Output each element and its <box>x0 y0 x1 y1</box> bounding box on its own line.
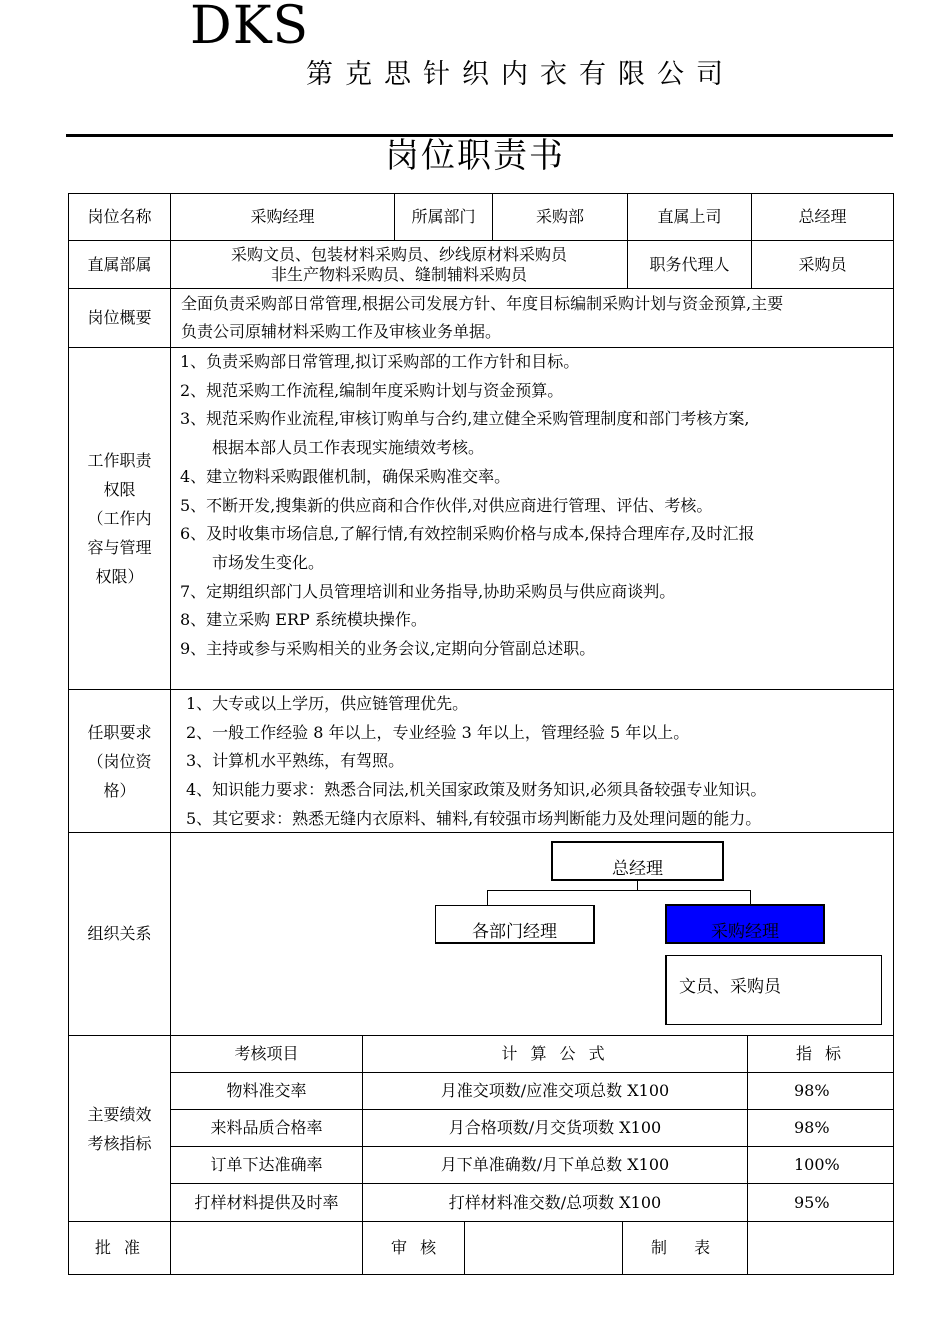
department-value: 采购部 <box>492 193 628 241</box>
requirements-list <box>186 690 766 834</box>
approve-signature-field[interactable] <box>170 1221 363 1275</box>
overview-line-1: 全面负责采购部日常管理,根据公司发展方针、年度目标编制采购计划与资金预算,主要 <box>181 294 784 313</box>
duty-item: 市场发生变化。 <box>180 552 325 572</box>
position-name-label: 岗位名称 <box>68 193 171 241</box>
company-logo: DKS <box>190 0 310 56</box>
subordinates-line-2: 非生产物料采购员、缝制辅料采购员 <box>270 264 527 284</box>
requirement-item: 4、知识能力要求：熟悉合同法,机关国家政策及财务知识,必须具备较强专业知识。 <box>186 780 767 800</box>
kpi-formula: 打样材料准交数/总项数 X100 <box>362 1183 748 1222</box>
org-node-general-manager: 总经理 <box>551 841 724 881</box>
duty-item: 1、负责采购部日常管理,拟订采购部的工作方针和目标。 <box>180 352 580 371</box>
requirement-item: 5、其它要求：熟悉无缝内衣原料、辅料,有较强市场判断能力及处理问题的能力。 <box>186 808 762 828</box>
org-connector <box>487 890 751 891</box>
duties-list <box>180 348 755 664</box>
org-node-purchasing-manager: 采购经理 <box>665 904 825 944</box>
subordinates-label: 直属部属 <box>68 240 171 289</box>
kpi-item: 来料品质合格率 <box>170 1109 363 1147</box>
duty-item: 7、定期组织部门人员管理培训和业务指导,协助采购员与供应商谈判。 <box>180 581 676 601</box>
duty-item: 4、建立物料采购跟催机制，确保采购准交率。 <box>180 466 511 486</box>
kpi-label: 主要绩效 考核指标 <box>68 1035 171 1222</box>
duty-item: 5、不断开发,搜集新的供应商和合作伙伴,对供应商进行管理、评估、考核。 <box>180 495 713 515</box>
duty-item: 9、主持或参与采购相关的业务会议,定期向分管副总述职。 <box>180 639 596 659</box>
deputy-value: 采购员 <box>751 240 894 289</box>
org-label: 组织关系 <box>68 832 171 1036</box>
approve-label: 批 准 <box>68 1221 171 1275</box>
deputy-label: 职务代理人 <box>627 240 752 289</box>
overview-line-2: 负责公司原辅材料采购工作及审核业务单据。 <box>181 322 502 341</box>
overview-label: 岗位概要 <box>68 288 171 348</box>
kpi-target: 98% <box>747 1109 894 1147</box>
duty-item: 3、规范采购作业流程,审核订购单与合约,建立健全采购管理制度和部门考核方案, <box>180 409 750 429</box>
kpi-item: 订单下达准确率 <box>170 1146 363 1184</box>
subordinates-value <box>170 240 628 289</box>
duty-item: 6、及时收集市场信息,了解行情,有效控制采购价格与成本,保持合理库存,及时汇报 <box>180 524 755 544</box>
requirements-label: 任职要求 （岗位资 格） <box>68 689 171 833</box>
prepare-label: 制 表 <box>622 1221 748 1275</box>
review-signature-field[interactable] <box>464 1221 623 1275</box>
company-name: 第克思针织内衣有限公司 <box>306 59 735 90</box>
requirement-item: 3、计算机水平熟练，有驾照。 <box>186 751 405 771</box>
kpi-header-item: 考核项目 <box>170 1035 363 1073</box>
kpi-target: 98% <box>747 1072 894 1110</box>
duty-item: 2、规范采购工作流程,编制年度采购计划与资金预算。 <box>180 380 564 400</box>
kpi-formula: 月准交项数/应准交项总数 X100 <box>362 1072 748 1110</box>
duty-item: 根据本部人员工作表现实施绩效考核。 <box>180 438 485 458</box>
requirement-item: 1、大专或以上学历，供应链管理优先。 <box>186 694 469 713</box>
kpi-item: 打样材料提供及时率 <box>170 1183 363 1222</box>
org-node-clerks: 文员、采购员 <box>665 955 882 1025</box>
duty-item: 8、建立采购 ERP 系统模块操作。 <box>180 610 427 630</box>
department-label: 所属部门 <box>394 193 493 241</box>
kpi-formula: 月下单准确数/月下单总数 X100 <box>362 1146 748 1184</box>
kpi-header-target: 指 标 <box>747 1035 894 1073</box>
kpi-target: 100% <box>747 1146 894 1184</box>
review-label: 审 核 <box>362 1221 465 1275</box>
position-name-value: 采购经理 <box>170 193 395 241</box>
duties-label: 工作职责 权限 （工作内 容与管理 权限） <box>68 347 171 690</box>
org-connector <box>487 890 488 906</box>
overview-content <box>170 288 894 348</box>
org-node-dept-managers: 各部门经理 <box>435 905 595 944</box>
document-title: 岗位职责书 <box>385 136 565 176</box>
prepare-signature-field[interactable] <box>747 1221 894 1275</box>
kpi-header-formula: 计 算 公 式 <box>362 1035 748 1073</box>
superior-value: 总经理 <box>751 193 894 241</box>
superior-label: 直属上司 <box>627 193 752 241</box>
org-connector <box>750 890 751 905</box>
requirement-item: 2、一般工作经验 8 年以上，专业经验 3 年以上，管理经验 5 年以上。 <box>186 722 690 742</box>
kpi-formula: 月合格项数/月交货项数 X100 <box>362 1109 748 1147</box>
kpi-item: 物料准交率 <box>170 1072 363 1110</box>
subordinates-line-1: 采购文员、包装材料采购员、纱线原材料采购员 <box>230 244 567 264</box>
kpi-target: 95% <box>747 1183 894 1222</box>
